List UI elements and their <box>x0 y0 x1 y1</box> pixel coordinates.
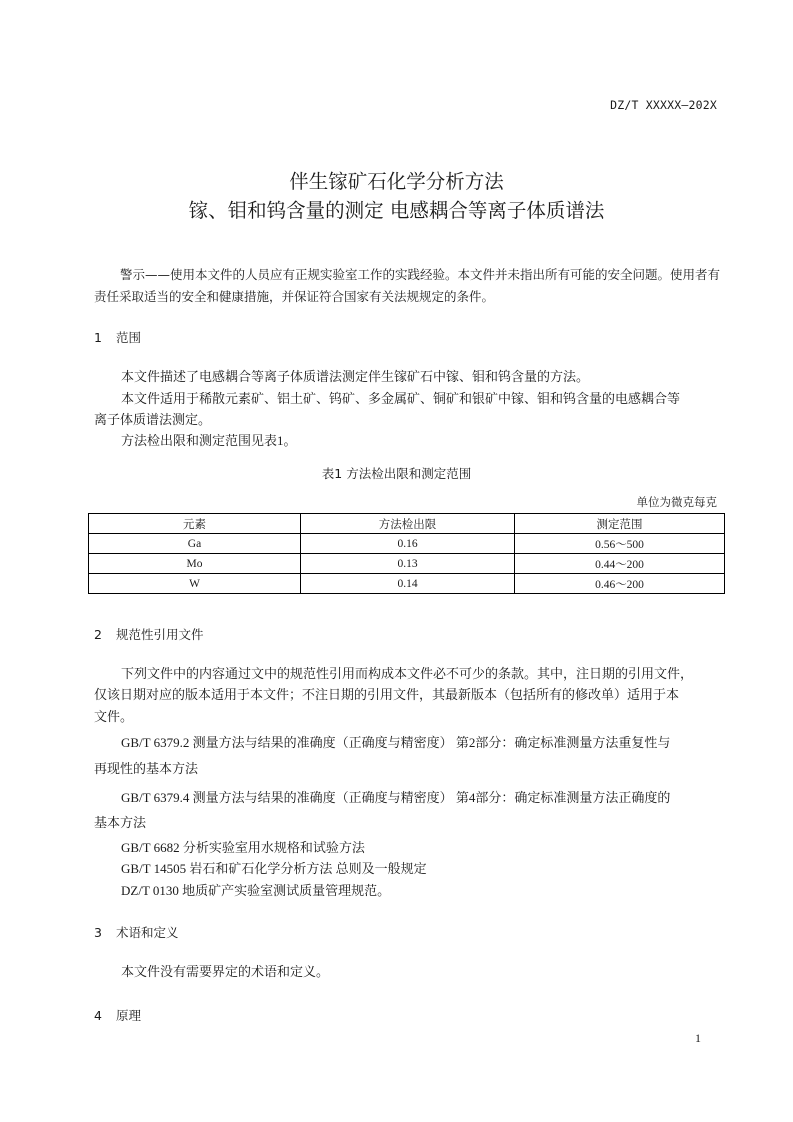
section-2-line: 文件。 <box>94 709 134 724</box>
warning-paragraph: 警示——使用本文件的人员应有正规实验室工作的实践经验。本文件并未指出所有可能的安全问题。使用者有责任采取适当的安全和健康措施，并保证符合国家有关法规规定的条件。 <box>94 267 721 304</box>
table-header-cell: 元素 <box>89 514 301 534</box>
reference-dzt-0130: DZ/T 0130 地质矿产实验室测试质量管理规范。 <box>121 883 391 898</box>
reference-gbt-6379-4: GB/T 6379.4 测量方法与结果的准确度（正确度与精密度） 第4部分：确定标准测量方法正确度的 <box>121 790 671 805</box>
page-number: 1 <box>695 1031 701 1045</box>
table-cell: 0.13 <box>301 554 515 574</box>
document-code: DZ/T XXXXX—202X <box>610 98 717 112</box>
section-2-number: 2 <box>94 627 102 642</box>
table-cell: 0.46～200 <box>515 574 725 594</box>
section-2-line: 仅该日期对应的版本适用于本文件；不注日期的引用文件，其最新版本（包括所有的修改单）适用于本 <box>94 687 680 702</box>
table-header-row <box>89 514 725 534</box>
table-cell: 0.44～200 <box>515 554 725 574</box>
section-1-line: 本文件适用于稀散元素矿、铝土矿、钨矿、多金属矿、铜矿和银矿中镓、钼和钨含量的电感耦合等 <box>121 391 681 406</box>
section-1-line: 本文件描述了电感耦合等离子体质谱法测定伴生镓矿石中镓、钼和钨含量的方法。 <box>121 369 590 384</box>
table-unit: 单位为微克每克 <box>636 495 717 509</box>
section-4-number: 4 <box>94 1008 102 1023</box>
section-2-line: 再现性的基本方法 <box>94 761 199 776</box>
table-cell: 0.16 <box>301 534 515 554</box>
reference-gbt-6379-2: GB/T 6379.2 测量方法与结果的准确度（正确度与精密度） 第2部分：确定标准测量方法重复性与 <box>121 735 671 750</box>
section-3-line: 本文件没有需要界定的术语和定义。 <box>121 964 330 979</box>
document-title-line2: 镓、钼和钨含量的测定 电感耦合等离子体质谱法 <box>188 199 605 222</box>
section-1-number: 1 <box>94 330 102 345</box>
document-title-line1: 伴生镓矿石化学分析方法 <box>289 170 504 193</box>
section-3-title: 术语和定义 <box>116 925 179 940</box>
table-header-cell: 方法检出限 <box>301 514 515 534</box>
section-2-heading <box>94 625 204 643</box>
table-cell: Ga <box>89 534 301 554</box>
table-row <box>89 554 725 574</box>
table-cell: 0.56～500 <box>515 534 725 554</box>
table-caption: 表1 方法检出限和测定范围 <box>321 466 472 481</box>
section-4-title: 原理 <box>116 1008 142 1023</box>
table-row <box>89 574 725 594</box>
section-1-line: 离子体质谱法测定。 <box>94 412 212 427</box>
table-cell: Mo <box>89 554 301 574</box>
section-3-heading <box>94 923 179 941</box>
section-4-heading <box>94 1006 141 1024</box>
section-2-line: 下列文件中的内容通过文中的规范性引用而构成本文件必不可少的条款。其中，注日期的引用文件， <box>121 666 694 681</box>
table-header-cell: 测定范围 <box>515 514 725 534</box>
section-3-number: 3 <box>94 925 102 940</box>
section-2-title: 规范性引用文件 <box>116 627 204 642</box>
section-2-line: 基本方法 <box>94 815 147 830</box>
section-1-title: 范围 <box>116 330 142 345</box>
section-1-line: 方法检出限和测定范围见表1。 <box>121 433 297 448</box>
table-cell: W <box>89 574 301 594</box>
section-1-heading <box>94 328 141 346</box>
table-row <box>89 534 725 554</box>
reference-gbt-6682: GB/T 6682 分析实验室用水规格和试验方法 <box>121 840 365 855</box>
table-cell: 0.14 <box>301 574 515 594</box>
detection-limit-table <box>88 513 725 594</box>
reference-gbt-14505: GB/T 14505 岩石和矿石化学分析方法 总则及一般规定 <box>121 861 427 876</box>
